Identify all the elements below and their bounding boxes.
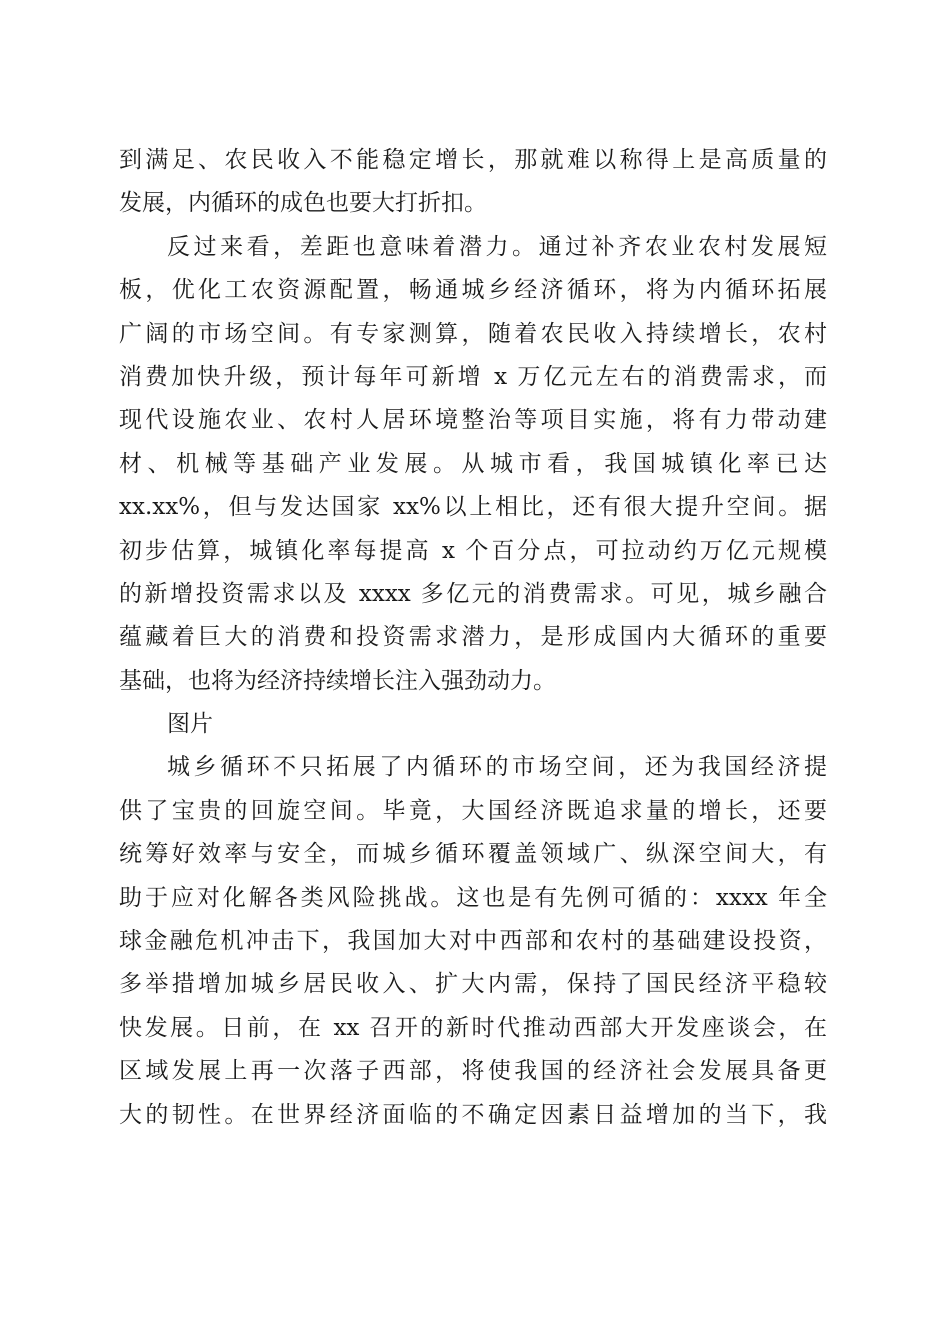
body-text <box>119 139 827 1137</box>
text-line: 球金融危机冲击下，我国加大对中西部和农村的基础建设投资， <box>119 928 827 955</box>
text-line: 板，优化工农资源配置，畅通城乡经济循环，将为内循环拓展 <box>119 277 827 304</box>
text-line: xx.xx%，但与发达国家 xx%以上相比，还有很大提升空间。据 <box>119 494 827 521</box>
text-line: 城乡循环不只拓展了内循环的市场空间，还为我国经济提 <box>167 754 827 781</box>
text-line: 现代设施农业、农村人居环境整治等项目实施，将有力带动建 <box>119 407 827 434</box>
image-placeholder-paragraph <box>119 703 827 746</box>
text-line: 基础，也将为经济持续增长注入强劲动力。 <box>119 667 556 694</box>
text-line: 大的韧性。在世界经济面临的不确定因素日益增加的当下，我 <box>119 1101 827 1128</box>
paragraph <box>119 746 827 1137</box>
paragraph <box>119 226 827 703</box>
text-line: 供了宝贵的回旋空间。毕竟，大国经济既追求量的增长，还要 <box>119 797 827 824</box>
text-line: 消费加快升级，预计每年可新增 x 万亿元左右的消费需求，而 <box>119 363 827 390</box>
image-placeholder-label: 图片 <box>167 711 213 738</box>
text-line: 广阔的市场空间。有专家测算，随着农民收入持续增长，农村 <box>119 320 827 347</box>
text-line: 发展，内循环的成色也要大打折扣。 <box>119 190 487 217</box>
text-line: 材、机械等基础产业发展。从城市看，我国城镇化率已达 <box>119 450 827 477</box>
text-line: 初步估算，城镇化率每提高 x 个百分点，可拉动约万亿元规模 <box>119 537 827 564</box>
text-line: 蕴藏着巨大的消费和投资需求潜力，是形成国内大循环的重要 <box>119 624 827 651</box>
text-line: 反过来看，差距也意味着潜力。通过补齐农业农村发展短 <box>167 233 827 260</box>
text-line: 助于应对化解各类风险挑战。这也是有先例可循的：xxxx 年全 <box>119 884 827 911</box>
text-line: 区域发展上再一次落子西部，将使我国的经济社会发展具备更 <box>119 1058 827 1085</box>
text-line: 快发展。日前，在 xx 召开的新时代推动西部大开发座谈会，在 <box>119 1014 827 1041</box>
text-line: 统筹好效率与安全，而城乡循环覆盖领域广、纵深空间大，有 <box>119 841 827 868</box>
text-line: 的新增投资需求以及 xxxx 多亿元的消费需求。可见，城乡融合 <box>119 580 827 607</box>
text-line: 到满足、农民收入不能稳定增长，那就难以称得上是高质量的 <box>119 147 827 173</box>
text-line: 多举措增加城乡居民收入、扩大内需，保持了国民经济平稳较 <box>119 971 827 998</box>
paragraph-continuation <box>119 139 827 226</box>
